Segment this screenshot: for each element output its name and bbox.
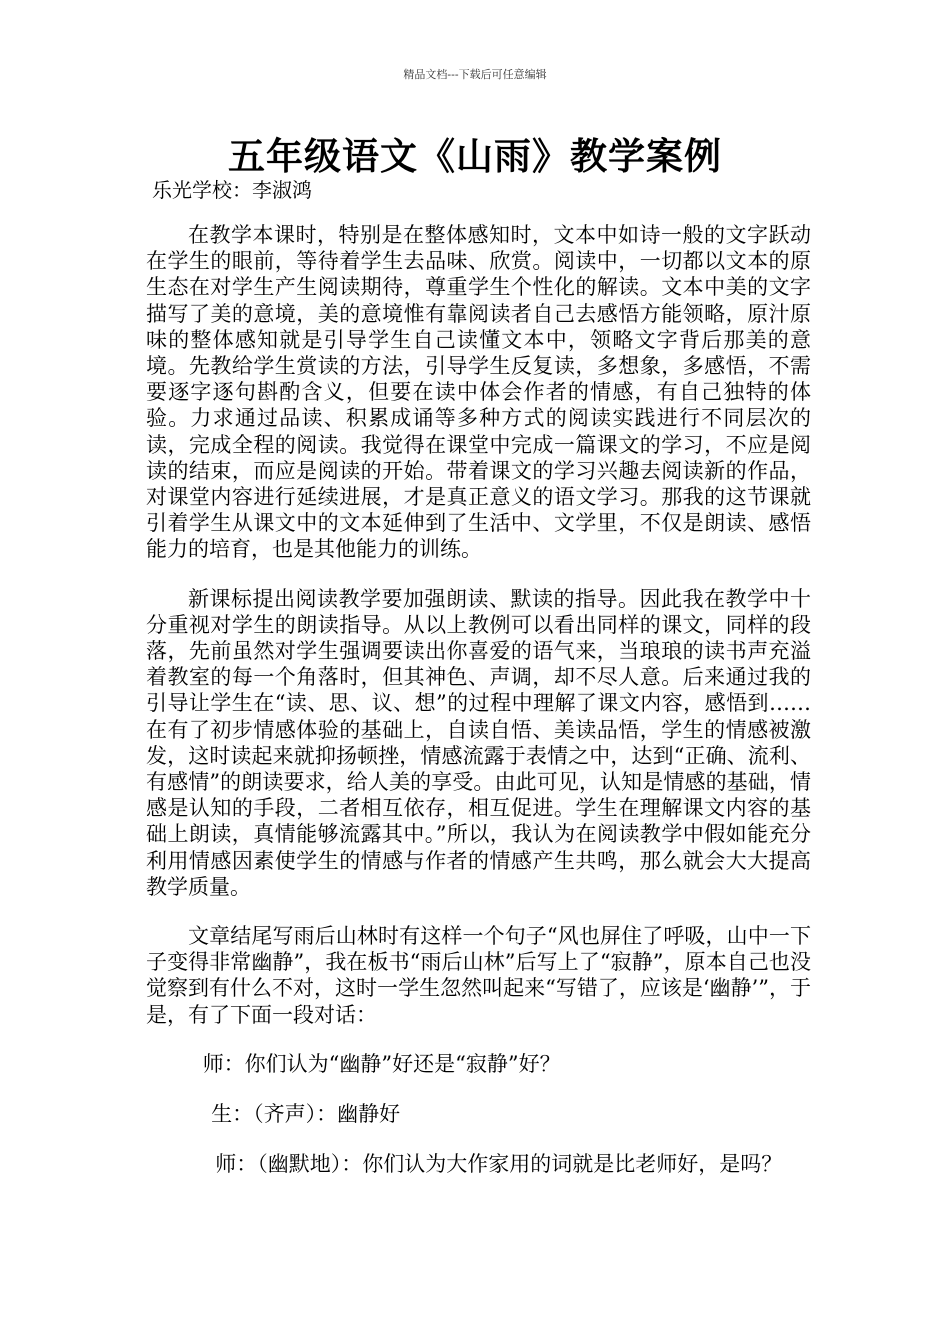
paragraph-2: 新课标提出阅读教学要加强朗读、默读的指导。因此我在教学中十分重视对学生的朗读指导。从以上教例可以看出同样的课文，同样的段落，先前虽然对学生强调要读出你喜爱的语气来，当琅琅的读书声充溢着教室的每一个角落时，但其神色、声调，却不尽人意。后来通过我的引导让学生在“读、思、议、想”的过程中理解了课文内容，感悟到……在有了初步情感体验的基础上，自读自悟、美读品悟，学生的情感被激发，这时读起来就抑扬顿挫，情感流露于表情之中，达到“正确、流利、有感情”的朗读要求，给人美的享受。由此可见，认知是情感的基础，情感是认知的手段，二者相互依存，相互促进。学生在理解课文内容的基础上朗读，真情能够流露其中。”所以，我认为在阅读教学中假如能充分利用情感因素使学生的情感与作者的情感产生共鸣，那么就会大大提高教学质量。 [146, 586, 811, 899]
dialogue-line-teacher-question: 师：你们认为“幽静”好还是“寂静”好？ [202, 1051, 561, 1076]
dialogue-line-student-answer: 生：（齐声）：幽静好 [211, 1102, 401, 1127]
header-note: 精品文档---下载后可任意编辑 [403, 68, 547, 81]
document-body [146, 222, 811, 1202]
author-line: 乐光学校：李淑鸿 [152, 178, 312, 202]
document-title: 五年级语文《山雨》教学案例 [228, 134, 722, 178]
paragraph-3: 文章结尾写雨后山林时有这样一个句子“风也屏住了呼吸，山中一下子变得非常幽静”，我在板书“雨后山林”后写上了“寂静”，原本自己也没觉察到有什么不对，这时一学生忽然叫起来“写错了，应该是‘幽静’”，于是，有了下面一段对话： [146, 924, 811, 1027]
dialogue-line-teacher-followup: 师：（幽默地）：你们认为大作家用的词就是比老师好，是吗？ [215, 1152, 783, 1177]
paragraph-1: 在教学本课时，特别是在整体感知时，文本中如诗一般的文字跃动在学生的眼前，等待着学生去品味、欣赏。阅读中，一切都以文本的原生态在对学生产生阅读期待，尊重学生个性化的解读。文本中美的文字描写了美的意境，美的意境惟有靠阅读者自己去感悟方能领略，原汁原味的整体感知就是引导学生自己读懂文本中，领略文字背后那美的意境。先教给学生赏读的方法，引导学生反复读，多想象，多感悟，不需要逐字逐句斟酌含义，但要在读中体会作者的情感，有自己独特的体验。力求通过品读、积累成诵等多种方式的阅读实践进行不同层次的读，完成全程的阅读。我觉得在课堂中完成一篇课文的学习，不应是阅读的结束，而应是阅读的开始。带着课文的学习兴趣去阅读新的作品，对课堂内容进行延续进展，才是真正意义的语文学习。那我的这节课就引着学生从课文中的文本延伸到了生活中、文学里，不仅是朗读、感悟能力的培育，也是其他能力的训练。 [146, 223, 811, 562]
